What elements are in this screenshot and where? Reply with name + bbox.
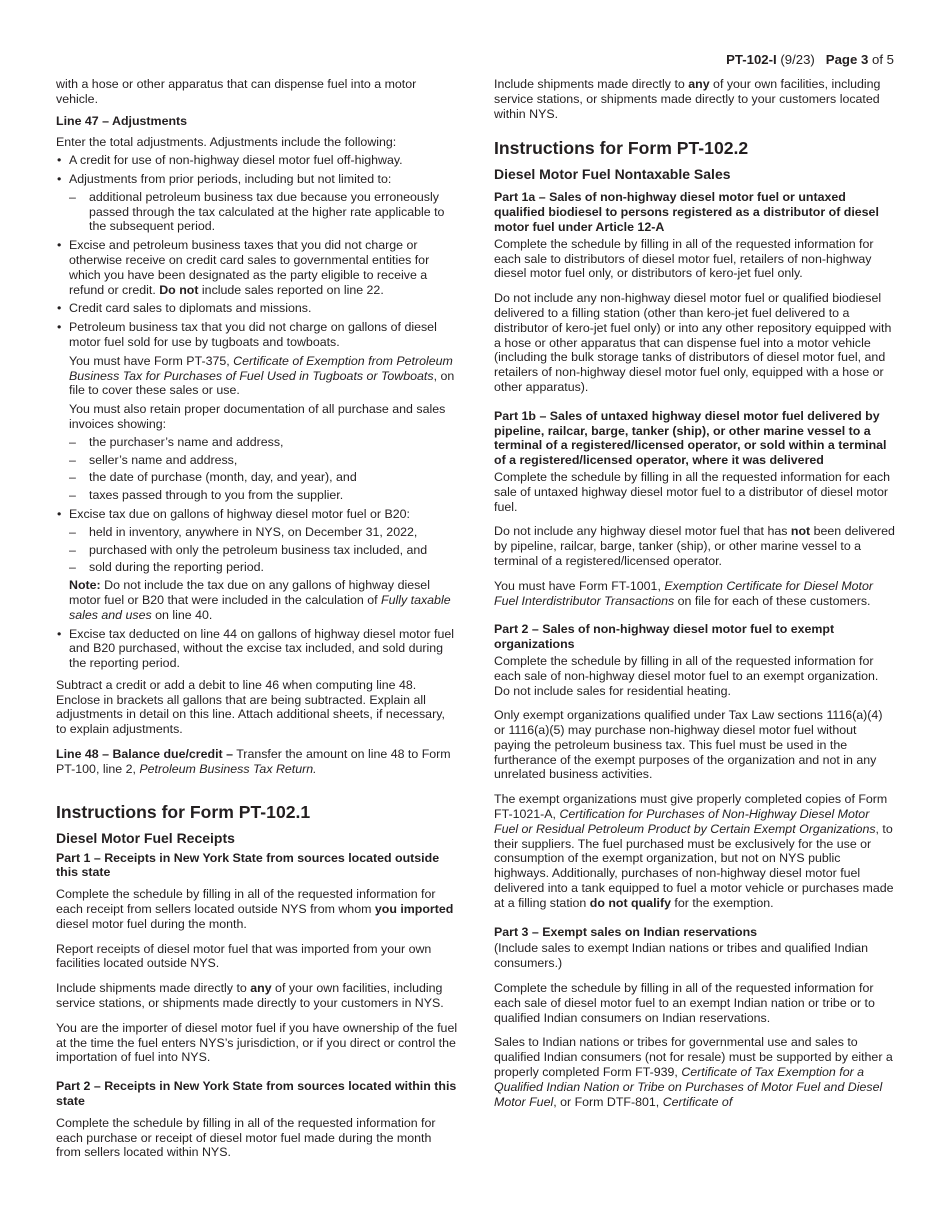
part1-heading: Part 1 – Receipts in New York State from sources located outside this state [56,850,440,880]
sub-list [69,190,458,234]
body-text: diesel motor fuel during the month. [56,916,247,931]
sub-list-item: – held in inventory, anywhere in NYS, on December 31, 2022, [69,525,458,540]
sub-list-item: – sold during the reporting period. [69,560,458,575]
body-text: for the exemption. [674,895,774,910]
part1-text: Report receipts of diesel motor fuel that was imported from your own facilities located outside NYS. [56,941,432,971]
page-number: Page 3 [825,52,869,67]
list-item-text: Credit card sales to diplomats and missions. [69,301,312,316]
body-text: The exempt organizations must give properly completed copies of Form FT-1021-A, [494,792,888,822]
b20-note [69,578,458,622]
section-subtitle: Diesel Motor Fuel Nontaxable Sales [494,166,731,183]
part1b-heading: Part 1b – Sales of untaxed highway diesel motor fuel delivered by pipeline, railcar, barge, tanker (ship), or other marine vessel to a terminal of a registered/licensed operator, or sold within a terminal of a registered/licensed operator, where it was delivered [494,408,887,468]
line47-intro: Enter the total adjustments. Adjustments include the following: [56,135,397,150]
part2-text: Complete the schedule by filling in all of the requested information for each sale of non-highway diesel motor fuel to an exempt organization. Do not include sales for residential heating. [494,653,879,698]
part1a-text: Complete the schedule by filling in all of the requested information for each sale to distributors of diesel motor fuel, retailers of non-highway diesel motor fuel only, or distributors of kero-jet fuel only. [494,236,874,281]
list-item-text: A credit for use of non-highway diesel motor fuel off-highway. [69,153,403,168]
list-item-text: Petroleum business tax that you did not charge on gallons of diesel motor fuel sold for use by tugboats and towboats. [69,320,437,349]
adjustments-list [56,153,458,671]
form-pt375-note [69,354,458,398]
note-text: , on file to cover these sales or use. [69,368,455,398]
form-title: Certification for Purchases of Non-Highway Diesel Motor Fuel or Residual Petroleum Product by Certain Exempt Organizations [494,807,876,836]
part2-text: Only exempt organizations qualified under Tax Law sections 1116(a)(4) or 1116(a)(5) may purchase non-highway diesel motor fuel without paying the petroleum business tax. This fuel must be used in the furtherance of the exempt purposes of the organization and not in any unrelated business activities. [494,708,883,782]
note-text: You must have Form PT-375, [69,353,230,368]
sub-list [69,525,458,575]
line48-text: Transfer the amount on line 48 to Form PT-100, line 2, [56,747,451,776]
note-emphasis: Fully taxable sales and uses [69,592,451,622]
section-subtitle: Diesel Motor Fuel Receipts [56,829,235,846]
form-title: Exemption Certificate for Diesel Motor Fuel Interdistributor Transactions [494,578,874,608]
part2-text [494,792,896,910]
part1-text [56,887,458,931]
part2-heading: Part 2 – Sales of non-highway diesel motor fuel to exempt organizations [494,622,835,652]
sub-list-item: – the date of purchase (month, day, and year), and [69,470,458,485]
body-text: , to their suppliers. The fuel purchased must be exclusively for the use or consumption of the exempt organization, but not on NYS public highways. Additionally, purchases of non-highway diesel motor fuel delivered into a tank equipped to fuel a motor vehicle or purchases made at a filling station [494,821,894,910]
right-column [494,77,896,1116]
part1b-text: Complete the schedule by filling in all the requested information for each sale of untaxed highway diesel motor fuel to a distributor of diesel motor fuel. [494,469,891,514]
part2-text: Complete the schedule by filling in all of the requested information for each purchase or receipt of diesel motor fuel made during the month from sellers located within NYS. [56,1115,436,1160]
body-text: of your own facilities, including service stations, or shipments made directly to your customers in NYS. [56,981,444,1011]
sub-list-item: – additional petroleum business tax due because you erroneously passed through the tax calculated at the higher rate applicable to the subsequent period. [69,190,458,234]
left-column [56,77,458,1167]
line48-paragraph [56,747,458,777]
part1-text: You are the importer of diesel motor fuel if you have ownership of the fuel at the time the fuel enters NYS’s jurisdiction, or if you direct or control the importation of fuel into NYS. [56,1020,458,1065]
sub-list-item: – taxes passed through to you from the supplier. [69,488,458,503]
emphasis: you imported [374,902,454,917]
documentation-note: You must also retain proper documentation of all purchase and sales invoices showing: [69,402,446,431]
emphasis: Do not [159,282,199,297]
list-item [56,301,458,316]
list-item-text: Excise tax deducted on line 44 on gallons of highway diesel motor fuel and B20 purchased, without the excise tax included, and sold during the reporting period. [69,626,455,671]
page-total: of 5 [872,52,894,67]
section-title-pt102-2: Instructions for Form PT-102.2 [494,138,749,159]
form-id: PT-102-I [726,52,777,67]
list-item [56,172,458,234]
body-text: You must have Form FT-1001, [494,578,661,593]
part3-text: (Include sales to exempt Indian nations or tribes and qualified Indian consumers.) [494,941,869,971]
body-text: Do not include any highway diesel motor fuel that has [494,524,788,539]
note-text: on line 40. [155,607,213,622]
emphasis: any [688,77,710,91]
form-title: Certificate of Exemption from Petroleum Business Tax for Purchases of Fuel Used in Tugboats or Towboats [69,353,453,383]
sub-list-item: – purchased with only the petroleum business tax included, and [69,543,458,558]
form-title: Petroleum Business Tax Return. [139,761,317,776]
body-text: Sales to Indian nations or tribes for governmental use and sales to qualified Indian consumers (not for resale) must be supported by either a properly completed Form FT-939, [494,1035,893,1080]
list-item [56,320,458,503]
list-item-text: Adjustments from prior periods, including but not limited to: [69,171,392,186]
form-revision: (9/23) [780,52,815,67]
form-title: Certificate of [662,1094,733,1109]
page-header [726,53,894,68]
part1a-heading: Part 1a – Sales of non-highway diesel motor fuel or untaxed qualified biodiesel to persons registered as a distributor of diesel motor fuel under Article 12-A [494,190,879,234]
emphasis: do not qualify [589,895,671,910]
body-text: of your own facilities, including service stations, or shipments made directly to your customers located within NYS. [494,77,881,121]
list-item [56,507,458,623]
body-text: been delivered by pipeline, railcar, barge, tanker (ship), or other marine vessel to a terminal of a registered/licensed operator. [494,524,895,568]
body-text: Include shipments made directly to [56,981,247,996]
line48-heading: Line 48 – Balance due/credit – [56,747,233,762]
body-text: , or Form DTF-801, [553,1094,660,1109]
part3-text: Complete the schedule by filling in all of the requested information for each sale of diesel motor fuel to an exempt Indian nation or tribe or to qualified Indian consumers on Indian reservations. [494,981,875,1025]
body-text: Include shipments made directly to [494,77,685,91]
list-item-text: include sales reported on line 22. [201,282,384,297]
sub-list-item: – seller’s name and address, [69,453,458,468]
body-text: on file for each of these customers. [677,593,871,608]
part2-heading: Part 2 – Receipts in New York State from sources located within this state [56,1079,457,1109]
section-title-pt102-1: Instructions for Form PT-102.1 [56,801,311,822]
part3-heading: Part 3 – Exempt sales on Indian reservations [494,924,758,939]
sub-list-item: – the purchaser’s name and address, [69,435,458,450]
list-item-text: Excise and petroleum business taxes that you did not charge or otherwise receive on credit card sales to governmental entities for which you have been designated as the party eligible to receive a refund or credit. [69,238,430,297]
line47-closing: Subtract a credit or add a debit to line 46 when computing line 48. Enclose in brackets all gallons that are being subtracted. Explain all adjustments in detail on this line. Attach additional sheets, if necessary, to explain adjustments. [56,677,445,737]
list-item-text: Excise tax due on gallons of highway diesel motor fuel or B20: [69,506,410,521]
part1a-text: Do not include any non-highway diesel motor fuel or qualified biodiesel delivered to a filling station (other than kero-jet fuel delivered to a distributor of kero-jet fuel only) or into any other repository equipped with a hose or other apparatus that can dispense fuel into a motor vehicle (including the bulk storage tanks of distributors of diesel motor fuel, and retailers of non-highway diesel motor fuel only, equipped with a hose or other apparatus). [494,291,892,394]
continued-text: with a hose or other apparatus that can dispense fuel into a motor vehicle. [56,77,417,106]
emphasis: not [790,524,811,539]
part1b-text [494,524,896,568]
continued-text [494,77,896,121]
list-item [56,627,458,671]
body-text: Complete the schedule by filling in all of the requested information for each receipt from sellers located outside NYS from whom [56,887,436,917]
part3-text [494,1035,896,1109]
part1-text [56,981,458,1011]
note-text: Do not include the tax due on any gallons of highway diesel motor fuel or B20 that were included in the calculation of [69,578,430,607]
part1b-text [494,579,896,609]
emphasis: any [250,981,272,996]
note-label: Note: [69,578,101,593]
sub-list [69,435,458,503]
line47-heading: Line 47 – Adjustments [56,113,188,128]
form-title: Certificate of Tax Exemption for a Qualified Indian Nation or Tribe on Purchases of Motor Fuel and Diesel Motor Fuel [494,1065,883,1109]
list-item [56,153,458,168]
list-item [56,238,458,297]
